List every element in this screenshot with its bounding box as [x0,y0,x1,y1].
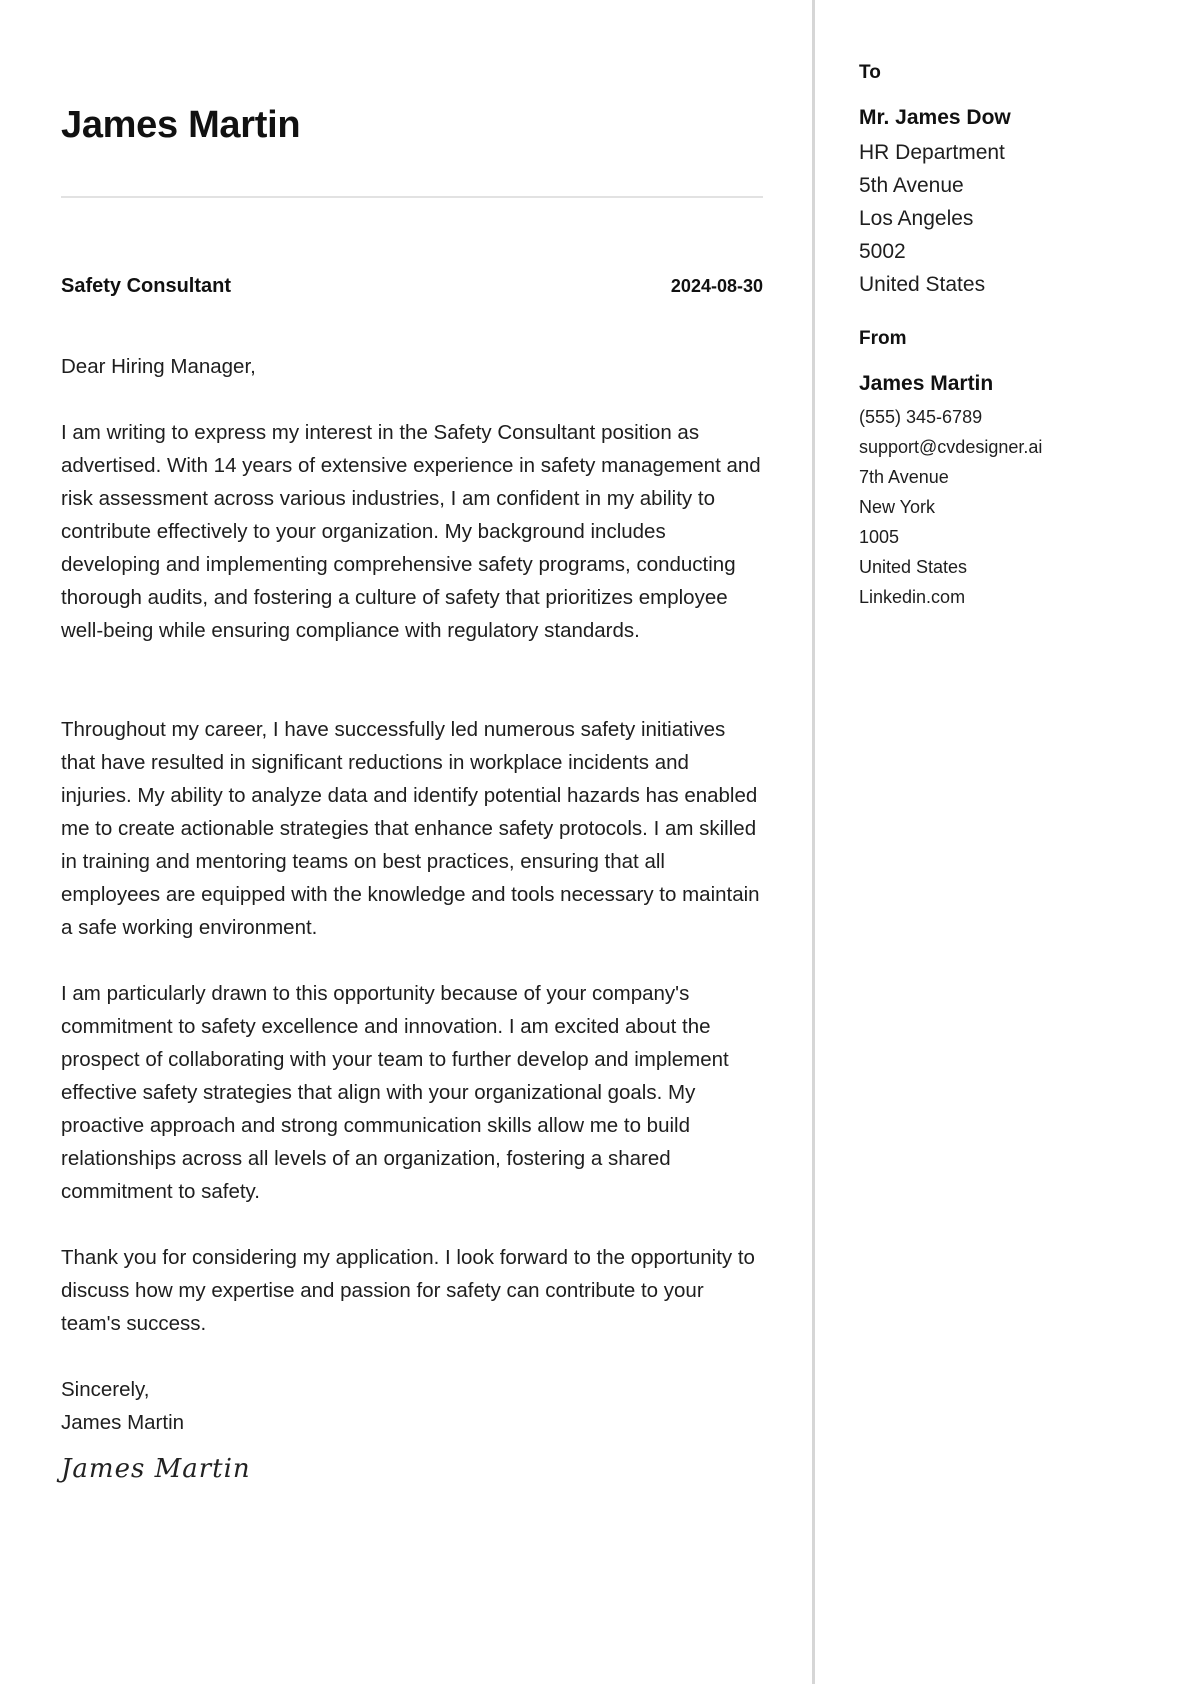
sender-email: support@cvdesigner.ai [859,437,1043,457]
recipient-department: HR Department [859,141,1005,164]
sender-phone: (555) 345-6789 [859,407,983,427]
letter-main-column [61,0,763,1684]
recipient-street: 5th Avenue [859,174,964,197]
body-paragraph-1: I am writing to express my interest in the Safety Consultant position as advertised. With 14 years of extensive experience in safety management and risk assessment across various industries, I am confident in my ability to contribute effectively to your organization. My background includes developing and implementing comprehensive safety programs, conducting thorough audits, and fostering a culture of safety that prioritizes employee well-being while ensuring compliance with regulatory standards. [61,421,761,642]
handwritten-signature: James Martin [61,1454,251,1484]
recipient-postal-code: 5002 [859,240,906,263]
contact-sidebar [812,0,1175,1684]
recipient-city: Los Angeles [859,207,974,230]
to-label: To [859,62,881,83]
letter-date: 2024-08-30 [670,276,763,296]
sender-street: 7th Avenue [859,467,949,487]
job-title-row [61,275,763,298]
body-paragraph-2: Throughout my career, I have successfully led numerous safety initiatives that have resulted in significant reductions in workplace incidents and injuries. My ability to analyze data and identify potential hazards has enabled me to create actionable strategies that enhance safety protocols. I am skilled in training and mentoring teams on best practices, ensuring that all employees are equipped with the knowledge and tools necessary to maintain a safe working environment. [61,718,760,939]
header-divider [61,196,763,198]
contact-sidebar-content [859,62,1159,612]
recipient-section [859,62,1159,301]
sender-name: James Martin [859,372,994,395]
letter-body [61,350,763,1486]
from-label: From [859,328,907,349]
sender-postal-code: 1005 [859,527,900,547]
body-paragraph-4: Thank you for considering my application. I look forward to the opportunity to discuss how my expertise and passion for safety can contribute to your team's success. [61,1246,755,1335]
salutation: Dear Hiring Manager, [61,355,256,378]
closing-phrase: Sincerely, [61,1378,150,1401]
closing-block [61,1373,763,1486]
job-title: Safety Consultant [61,275,232,297]
recipient-country: United States [859,273,986,296]
sender-website: Linkedin.com [859,587,966,607]
applicant-name-heading: James Martin [61,104,301,146]
body-paragraph-3: I am particularly drawn to this opportunity because of your company's commitment to safety excellence and innovation. I am excited about the prospect of collaborating with your team to further develop and implement effective safety strategies that align with your organizational goals. My proactive approach and strong communication skills allow me to build relationships across all levels of an organization, fostering a shared commitment to safety. [61,982,729,1203]
sender-country: United States [859,557,968,577]
sender-city: New York [859,497,936,517]
recipient-name: Mr. James Dow [859,106,1011,129]
closing-name: James Martin [61,1411,185,1434]
sender-section [859,328,1159,612]
